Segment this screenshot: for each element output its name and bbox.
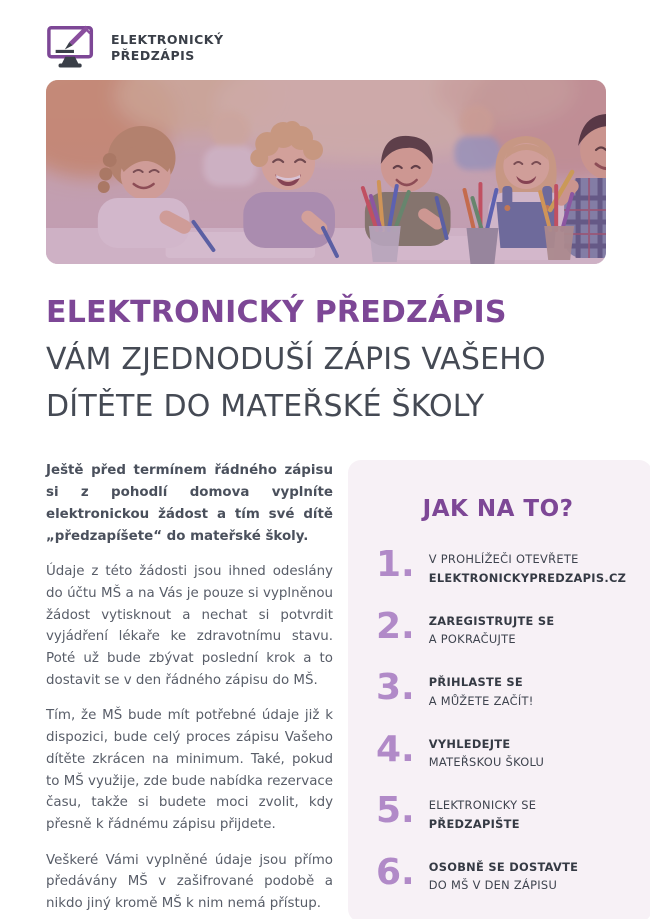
step-number: 2.: [376, 605, 415, 647]
step-item-4: [370, 728, 626, 772]
intro-paragraph-lead: Ještě před termínem řádného zápisu si z pohodlí domova vyplníte elektronickou žádost a tím své dítě „předzapíšete“ do mateřské školy.: [46, 463, 333, 544]
content-columns: [46, 460, 627, 919]
intro-paragraph: Veškeré Vámi vyplněné údaje jsou přímo předávány MŠ v zašifrované podobě a nikdo jiný kromě MŠ k nim nemá přístup.: [46, 852, 333, 912]
step-text: [429, 733, 544, 772]
headline-line-3: DÍTĚTE DO MATEŘSKÉ ŠKOLY: [46, 388, 485, 424]
step-item-3: [370, 667, 626, 710]
step-line: DO MŠ V DEN ZÁPISU: [428, 878, 558, 893]
step-line: V PROHLÍŽEČI OTEVŘETE: [428, 552, 579, 567]
logo-wordmark: [111, 32, 224, 65]
step-number: 1.: [376, 544, 415, 586]
step-item-2: [370, 605, 626, 649]
how-to-card: [348, 460, 650, 919]
step-number: 5.: [376, 790, 415, 832]
headline: [46, 290, 606, 430]
step-line: MATEŘSKOU ŠKOLU: [428, 755, 545, 770]
step-text: [429, 794, 537, 833]
step-text: [429, 856, 579, 895]
header: [46, 20, 606, 76]
intro-column: [46, 460, 333, 919]
step-text: [429, 610, 555, 649]
steps-list: [370, 544, 627, 894]
step-line: ZAREGISTRUJTE SE: [428, 613, 555, 628]
headline-line-2: VÁM ZJEDNODUŠÍ ZÁPIS VAŠEHO: [46, 341, 546, 377]
intro-paragraph: Údaje z této žádosti jsou ihned odeslány do účtu MŠ a na Vás je pouze si vyplněnou žádost vytisknout a nechat si potvrdit vyjádření lékaře ke zdravotnímu stavu. Poté už bude zbývat poslední krok a to dostavit se v den řádného zápisu do MŠ.: [46, 564, 333, 688]
step-line: ELEKTRONICKY SE: [428, 798, 537, 813]
intro-paragraph: Tím, že MŠ bude mít potřebné údaje již k dispozici, bude celý proces zápisu Vašeho dítěte zkrácen na minimum. Také, pokud to MŠ využije, zde bude nabídka rezervace času, takže si budete moci zvolit, kdy přesně k řádnému zápisu přijdete.: [46, 708, 333, 832]
step-number: 3.: [376, 667, 415, 709]
step-item-5: [370, 790, 626, 833]
step-line: PŘEDZAPIŠTE: [428, 816, 520, 831]
headline-accent: ELEKTRONICKÝ PŘEDZÁPIS: [46, 295, 507, 330]
step-number: 6.: [376, 851, 415, 893]
step-number: 4.: [376, 728, 415, 770]
step-item-1: [370, 544, 627, 587]
logo-line-2: PŘEDZÁPIS: [111, 48, 195, 63]
step-line: PŘIHLASTE SE: [428, 675, 524, 690]
step-item-6: [370, 851, 626, 895]
step-line: OSOBNĚ SE DOSTAVTE: [428, 859, 579, 874]
monitor-pencil-logo-icon: [46, 22, 100, 74]
children-drawing-illustration: [46, 80, 606, 264]
step-text: [429, 548, 626, 587]
step-line: A POKRAČUJTE: [428, 632, 516, 647]
logo-line-1: ELEKTRONICKÝ: [111, 31, 224, 47]
hero-image: [46, 80, 606, 264]
step-line-url: ELEKTRONICKYPREDZAPIS.CZ: [428, 570, 627, 585]
step-line: A MŮŽETE ZAČÍT!: [428, 693, 534, 708]
step-line: VYHLEDEJTE: [428, 736, 511, 751]
how-to-title: JAK NA TO?: [422, 496, 574, 523]
step-text: [429, 671, 534, 710]
